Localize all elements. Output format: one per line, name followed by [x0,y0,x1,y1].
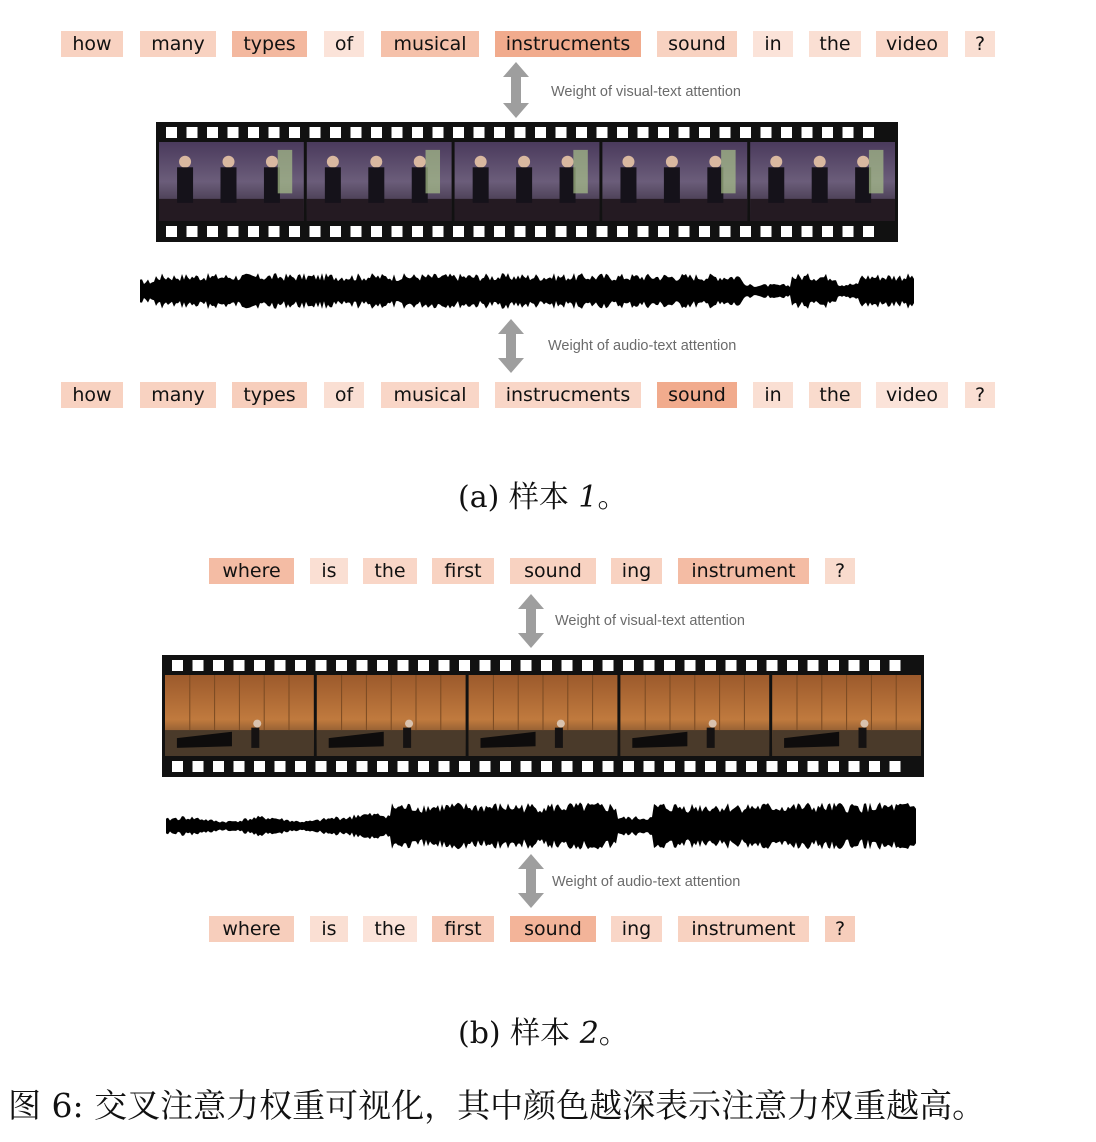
sample1-visual-token: video [876,31,948,57]
sprocket-hole [767,761,778,772]
sprocket-hole [254,761,265,772]
sprocket-hole [720,127,731,138]
sprocket-hole [459,660,470,671]
sprocket-hole [863,226,874,237]
sprocket-hole [869,660,880,671]
sprocket-hole [802,127,813,138]
sprocket-hole [289,127,300,138]
sample2-visual-token: where [209,558,294,584]
sprocket-hole [371,226,382,237]
sample2-audio-token: sound [510,916,596,942]
sample1-audio-token: how [61,382,123,408]
sprocket-hole [746,660,757,671]
sample2-visual-token: instrument [678,558,809,584]
sample2-audio-waveform [166,800,916,852]
sample1-video-frame [159,142,304,221]
sprocket-hole [500,761,511,772]
sprocket-hole [726,761,737,772]
sprocket-hole [556,226,567,237]
sprocket-hole [377,761,388,772]
sample2-video-frames-filmstrip [162,655,924,777]
sample2-visual-token: the [363,558,417,584]
sample1-caption-suffix: 。 [597,480,628,515]
sample2-caption [458,1008,629,1052]
sprocket-hole [617,127,628,138]
sample1-visual-token-row [0,31,1096,57]
sprocket-hole [843,127,854,138]
sprocket-hole [228,127,239,138]
sample2-audio-token: is [310,916,348,942]
sprocket-hole [679,226,690,237]
sprocket-hole [336,660,347,671]
sample2-video-frame [469,675,618,756]
sample2-audio-token: the [363,916,417,942]
sprocket-hole [248,127,259,138]
sample1-video-frame [307,142,452,221]
sprocket-hole [638,226,649,237]
sprocket-hole [705,761,716,772]
sprocket-hole [562,660,573,671]
sprocket-hole [781,127,792,138]
sample2-audio-token-row [0,916,1096,942]
sprocket-hole [269,226,280,237]
sprocket-hole [330,127,341,138]
sprocket-hole [187,127,198,138]
sprocket-hole [822,127,833,138]
sprocket-hole [556,127,567,138]
sample1-visual-token: types [232,31,307,57]
sprocket-hole [720,226,731,237]
sample1-audio-token-row [0,382,1096,408]
sprocket-hole [699,127,710,138]
sprocket-hole [597,226,608,237]
sprocket-hole [166,127,177,138]
sprocket-hole [644,660,655,671]
sprocket-hole [521,660,532,671]
sample2-visual-token: sound [510,558,596,584]
sprocket-hole [269,127,280,138]
figure-caption: 图 6: 交叉注意力权重可视化，其中颜色越深表示注意力权重越高。 [8,1086,986,1125]
sprocket-hole [582,660,593,671]
sprocket-hole [439,660,450,671]
sample1-audio-token: of [324,382,364,408]
sprocket-hole [418,660,429,671]
sprocket-hole [289,226,300,237]
sample2-audio-token: where [209,916,294,942]
sample1-audio-token: video [876,382,948,408]
sprocket-hole [638,127,649,138]
sprocket-hole [808,761,819,772]
sample1-audio-double-arrow-icon [497,319,525,373]
sample2-caption-number: 2 [579,1016,599,1051]
sample2-visual-token: ing [611,558,662,584]
sample1-video-frame [455,142,600,221]
sample1-visual-token: many [140,31,216,57]
sprocket-hole [699,226,710,237]
sprocket-hole [849,660,860,671]
sample1-visual-token: sound [657,31,737,57]
sample1-video-frame [602,142,747,221]
sample1-visual-token: in [753,31,793,57]
sprocket-hole [849,761,860,772]
sprocket-hole [453,127,464,138]
sprocket-hole [392,127,403,138]
sprocket-hole [740,226,751,237]
sample1-audio-token: instrucments [495,382,641,408]
sprocket-hole [500,660,511,671]
sample2-visual-token-row [0,558,1096,584]
sample2-visual-token: ? [825,558,855,584]
sprocket-hole [433,127,444,138]
sample2-visual-token: first [432,558,494,584]
sprocket-hole [392,226,403,237]
sprocket-hole [679,127,690,138]
sample1-video-frame [750,142,895,221]
sprocket-hole [207,127,218,138]
sprocket-hole [480,761,491,772]
sprocket-hole [172,761,183,772]
sprocket-hole [248,226,259,237]
sprocket-hole [541,761,552,772]
sprocket-hole [166,226,177,237]
sprocket-hole [869,761,880,772]
sprocket-hole [207,226,218,237]
sprocket-hole [685,660,696,671]
sample1-audio-token: ? [965,382,995,408]
sample2-waveform-trace [166,802,916,849]
sample1-visual-double-arrow-icon [502,62,530,118]
sprocket-hole [787,761,798,772]
sprocket-hole [316,761,327,772]
sample2-audio-token: ing [611,916,662,942]
sample2-caption-prefix: (b) 样本 [458,1016,580,1051]
sprocket-hole [310,226,321,237]
sprocket-hole [726,660,737,671]
sample1-caption [458,472,627,516]
sample1-visual-token: musical [381,31,479,57]
sprocket-hole [474,226,485,237]
sprocket-hole [781,226,792,237]
sample1-audio-token: sound [657,382,737,408]
sprocket-hole [316,660,327,671]
sprocket-hole [617,226,628,237]
sprocket-hole [357,761,368,772]
sample1-visual-token: instrucments [495,31,641,57]
sprocket-hole [787,660,798,671]
sprocket-hole [418,761,429,772]
sample2-visual-attention-label: Weight of visual-text attention [555,613,745,629]
sample2-video-frame [317,675,466,756]
sprocket-hole [494,226,505,237]
sprocket-hole [623,761,634,772]
sprocket-hole [603,660,614,671]
sample1-audio-token: many [140,382,216,408]
sprocket-hole [275,761,286,772]
sample2-audio-token: instrument [678,916,809,942]
sprocket-hole [398,761,409,772]
sprocket-hole [377,660,388,671]
sprocket-hole [439,761,450,772]
sprocket-hole [412,226,423,237]
sprocket-hole [535,127,546,138]
sprocket-hole [330,226,341,237]
sprocket-hole [705,660,716,671]
sprocket-hole [193,660,204,671]
sprocket-hole [761,226,772,237]
sprocket-hole [275,660,286,671]
sample1-visual-attention-label: Weight of visual-text attention [551,84,741,100]
sprocket-hole [582,761,593,772]
sprocket-hole [863,127,874,138]
sprocket-hole [515,226,526,237]
sample2-audio-double-arrow-icon [517,854,545,908]
sample2-video-frame [620,675,769,756]
sprocket-hole [310,127,321,138]
sprocket-hole [761,127,772,138]
sprocket-hole [254,660,265,671]
sprocket-hole [828,761,839,772]
sample1-caption-prefix: (a) 样本 [458,480,579,515]
sprocket-hole [234,660,245,671]
sprocket-hole [535,226,546,237]
sample2-audio-attention-label: Weight of audio-text attention [552,874,741,890]
sample2-video-frame [165,675,314,756]
sprocket-hole [398,660,409,671]
sprocket-hole [562,761,573,772]
sprocket-hole [228,226,239,237]
sprocket-hole [187,226,198,237]
sample2-visual-token: is [310,558,348,584]
sprocket-hole [521,761,532,772]
sprocket-hole [828,660,839,671]
sprocket-hole [576,226,587,237]
sprocket-hole [459,761,470,772]
sprocket-hole [357,660,368,671]
sample1-audio-token: types [232,382,307,408]
sprocket-hole [234,761,245,772]
sprocket-hole [213,761,224,772]
sprocket-hole [664,761,675,772]
sprocket-hole [494,127,505,138]
sprocket-hole [453,226,464,237]
sprocket-hole [193,761,204,772]
sprocket-hole [474,127,485,138]
sprocket-hole [371,127,382,138]
sample1-audio-attention-label: Weight of audio-text attention [548,338,737,354]
sample1-audio-token: musical [381,382,479,408]
sprocket-hole [603,761,614,772]
sprocket-hole [767,660,778,671]
sprocket-hole [597,127,608,138]
sample2-audio-token: first [432,916,494,942]
sample1-visual-token: ? [965,31,995,57]
sample2-video-frame [772,675,921,756]
sprocket-hole [740,127,751,138]
sprocket-hole [480,660,491,671]
sample1-video-frames-filmstrip [156,122,898,242]
sprocket-hole [623,660,634,671]
sprocket-hole [351,127,362,138]
sample1-audio-waveform [140,266,914,316]
sample1-caption-number: 1 [578,480,598,515]
sprocket-hole [658,226,669,237]
sprocket-hole [213,660,224,671]
sprocket-hole [412,127,423,138]
sprocket-hole [336,761,347,772]
sprocket-hole [685,761,696,772]
sprocket-hole [808,660,819,671]
sample1-audio-token: the [809,382,861,408]
sprocket-hole [843,226,854,237]
sample1-visual-token: how [61,31,123,57]
sprocket-hole [295,761,306,772]
sample1-waveform-trace [140,273,914,309]
sample2-visual-double-arrow-icon [517,594,545,648]
sprocket-hole [822,226,833,237]
sample1-visual-token: the [809,31,861,57]
sample1-visual-token: of [324,31,364,57]
sprocket-hole [802,226,813,237]
sprocket-hole [541,660,552,671]
sprocket-hole [576,127,587,138]
sprocket-hole [746,761,757,772]
sprocket-hole [644,761,655,772]
sprocket-hole [890,660,901,671]
sprocket-hole [433,226,444,237]
sprocket-hole [890,761,901,772]
sprocket-hole [664,660,675,671]
sprocket-hole [172,660,183,671]
sprocket-hole [295,660,306,671]
sample1-audio-token: in [753,382,793,408]
sprocket-hole [515,127,526,138]
sprocket-hole [658,127,669,138]
sample2-audio-token: ? [825,916,855,942]
sample2-caption-suffix: 。 [598,1016,629,1051]
sprocket-hole [351,226,362,237]
